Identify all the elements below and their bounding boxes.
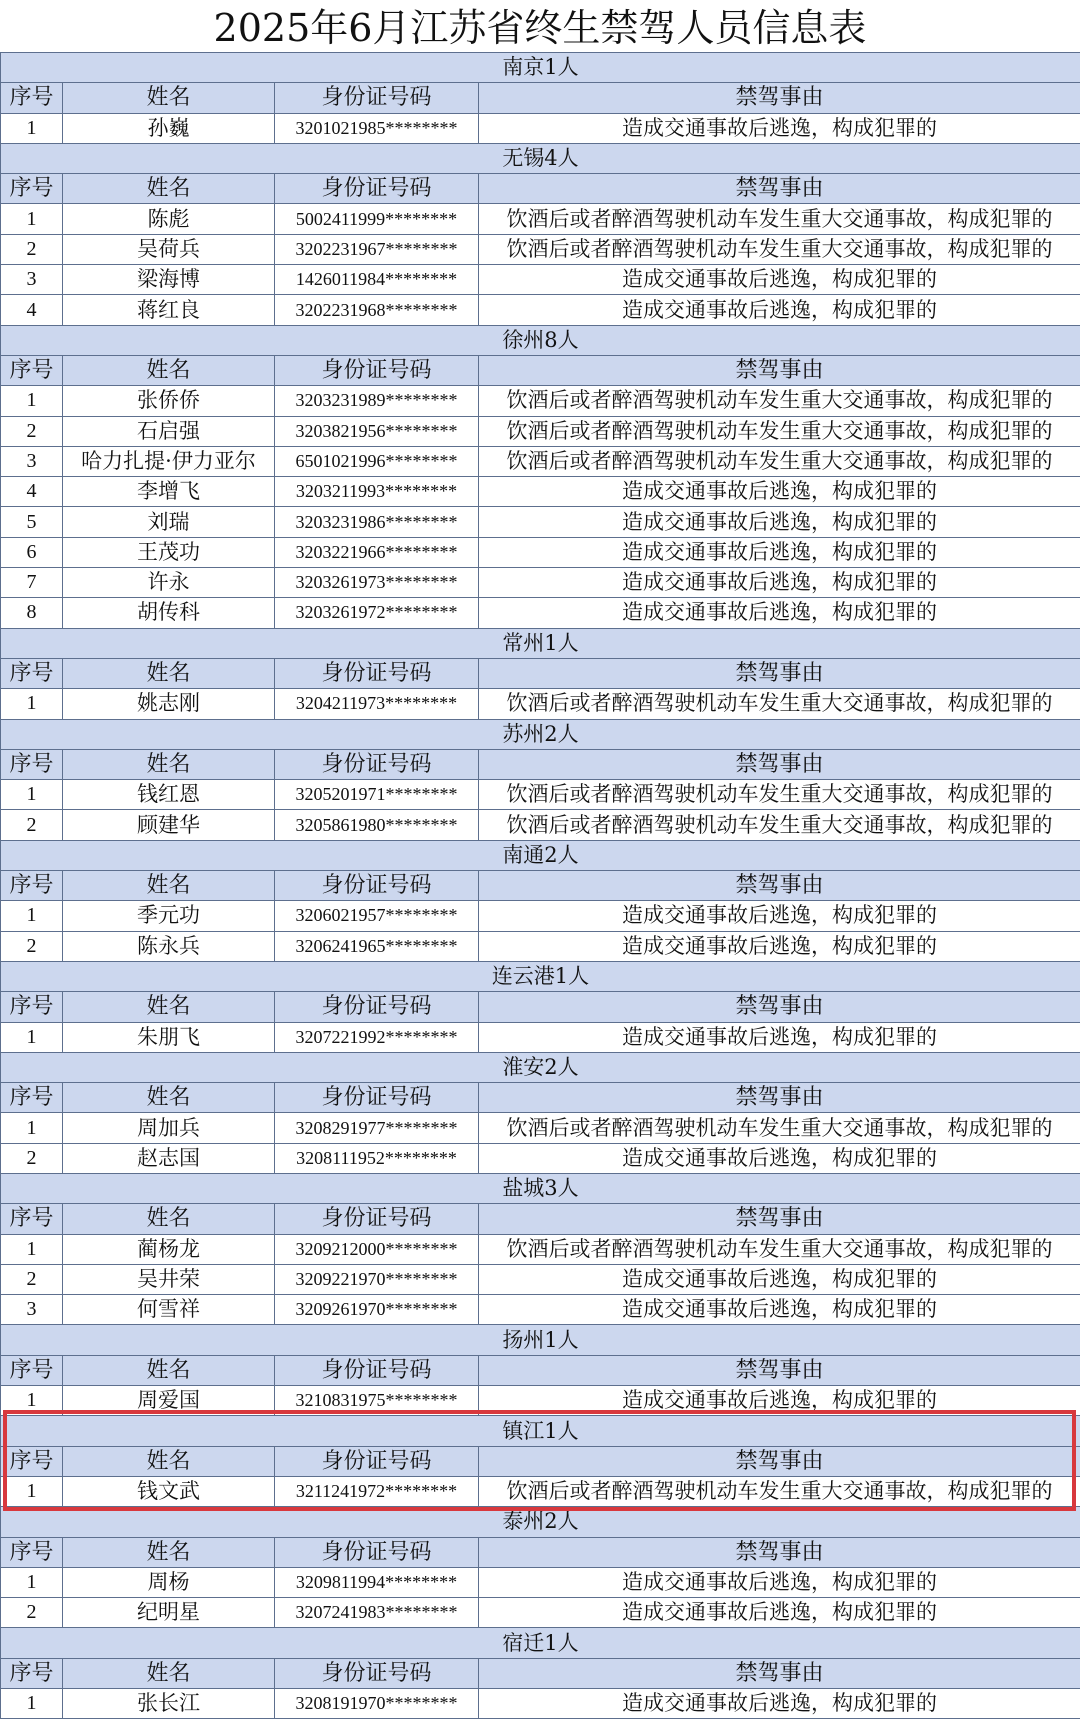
seq-cell: 4 <box>1 477 63 507</box>
id-number-header: 身份证号码 <box>275 1537 479 1567</box>
reason-cell: 造成交通事故后逃逸，构成犯罪的 <box>479 507 1080 537</box>
seq-header: 序号 <box>1 1083 63 1113</box>
region-row <box>1 1052 1080 1082</box>
name-cell: 吴荷兵 <box>63 234 275 264</box>
region-row <box>1 840 1080 870</box>
reason-header: 禁驾事由 <box>479 83 1080 113</box>
name-cell: 哈力扎提·伊力亚尔 <box>63 446 275 476</box>
name-cell: 许永 <box>63 568 275 598</box>
id-number-cell: 3203261973******** <box>275 568 479 598</box>
reason-cell: 饮酒后或者醉酒驾驶机动车发生重大交通事故，构成犯罪的 <box>479 810 1080 840</box>
seq-cell: 1 <box>1 1022 63 1052</box>
seq-cell: 8 <box>1 598 63 628</box>
seq-header: 序号 <box>1 174 63 204</box>
region-title: 盐城3人 <box>1 1173 1080 1203</box>
id-number-cell: 3203231989******** <box>275 386 479 416</box>
seq-cell: 5 <box>1 507 63 537</box>
reason-header: 禁驾事由 <box>479 658 1080 688</box>
seq-header: 序号 <box>1 1658 63 1688</box>
region-title: 无锡4人 <box>1 143 1080 173</box>
id-number-header: 身份证号码 <box>275 871 479 901</box>
region-title: 南通2人 <box>1 840 1080 870</box>
id-number-cell: 5002411999******** <box>275 204 479 234</box>
name-header: 姓名 <box>63 1537 275 1567</box>
reason-header: 禁驾事由 <box>479 992 1080 1022</box>
reason-cell: 造成交通事故后逃逸，构成犯罪的 <box>479 1264 1080 1294</box>
seq-header: 序号 <box>1 1355 63 1385</box>
reason-cell: 造成交通事故后逃逸，构成犯罪的 <box>479 1022 1080 1052</box>
name-cell: 何雪祥 <box>63 1295 275 1325</box>
name-header: 姓名 <box>63 355 275 385</box>
table-row <box>1 1234 1080 1264</box>
table-row <box>1 689 1080 719</box>
id-number-cell: 3211241972******** <box>275 1476 479 1506</box>
reason-header: 禁驾事由 <box>479 174 1080 204</box>
table-row <box>1 446 1080 476</box>
table-row <box>1 386 1080 416</box>
id-number-cell: 3207241983******** <box>275 1598 479 1628</box>
id-number-header: 身份证号码 <box>275 1446 479 1476</box>
reason-cell: 造成交通事故后逃逸，构成犯罪的 <box>479 1598 1080 1628</box>
seq-cell: 1 <box>1 1567 63 1597</box>
table-row <box>1 598 1080 628</box>
id-number-cell: 3203821956******** <box>275 416 479 446</box>
ban-table-body <box>1 53 1080 1719</box>
reason-cell: 饮酒后或者醉酒驾驶机动车发生重大交通事故，构成犯罪的 <box>479 1234 1080 1264</box>
name-cell: 陈彪 <box>63 204 275 234</box>
table-row <box>1 1295 1080 1325</box>
table-row <box>1 568 1080 598</box>
reason-header: 禁驾事由 <box>479 1658 1080 1688</box>
page-title: 2025年6月江苏省终生禁驾人员信息表 <box>213 6 867 50</box>
name-header: 姓名 <box>63 1446 275 1476</box>
name-header: 姓名 <box>63 1355 275 1385</box>
reason-cell: 造成交通事故后逃逸，构成犯罪的 <box>479 1689 1080 1719</box>
reason-cell: 饮酒后或者醉酒驾驶机动车发生重大交通事故，构成犯罪的 <box>479 780 1080 810</box>
region-row <box>1 143 1080 173</box>
region-row <box>1 719 1080 749</box>
name-cell: 张长江 <box>63 1689 275 1719</box>
table-row <box>1 416 1080 446</box>
name-cell: 纪明星 <box>63 1598 275 1628</box>
id-number-header: 身份证号码 <box>275 1204 479 1234</box>
table-row <box>1 1113 1080 1143</box>
reason-cell: 造成交通事故后逃逸，构成犯罪的 <box>479 1567 1080 1597</box>
seq-cell: 3 <box>1 446 63 476</box>
reason-cell: 饮酒后或者醉酒驾驶机动车发生重大交通事故，构成犯罪的 <box>479 234 1080 264</box>
seq-header: 序号 <box>1 1537 63 1567</box>
id-number-cell: 3203261972******** <box>275 598 479 628</box>
seq-cell: 3 <box>1 1295 63 1325</box>
reason-cell: 饮酒后或者醉酒驾驶机动车发生重大交通事故，构成犯罪的 <box>479 204 1080 234</box>
table-row <box>1 265 1080 295</box>
region-title: 宿迁1人 <box>1 1628 1080 1658</box>
seq-cell: 1 <box>1 1689 63 1719</box>
seq-cell: 1 <box>1 386 63 416</box>
column-header-row <box>1 1658 1080 1688</box>
table-row <box>1 810 1080 840</box>
table-row <box>1 537 1080 567</box>
id-number-cell: 3209221970******** <box>275 1264 479 1294</box>
id-number-header: 身份证号码 <box>275 355 479 385</box>
seq-cell: 4 <box>1 295 63 325</box>
name-header: 姓名 <box>63 83 275 113</box>
seq-header: 序号 <box>1 355 63 385</box>
name-cell: 朱朋飞 <box>63 1022 275 1052</box>
name-cell: 李增飞 <box>63 477 275 507</box>
id-number-cell: 3205861980******** <box>275 810 479 840</box>
reason-cell: 造成交通事故后逃逸，构成犯罪的 <box>479 295 1080 325</box>
id-number-header: 身份证号码 <box>275 1355 479 1385</box>
column-header-row <box>1 83 1080 113</box>
name-cell: 周加兵 <box>63 1113 275 1143</box>
table-row <box>1 780 1080 810</box>
seq-header: 序号 <box>1 749 63 779</box>
id-number-cell: 3203231986******** <box>275 507 479 537</box>
region-row <box>1 1416 1080 1446</box>
id-number-cell: 3208291977******** <box>275 1113 479 1143</box>
reason-cell: 饮酒后或者醉酒驾驶机动车发生重大交通事故，构成犯罪的 <box>479 416 1080 446</box>
id-number-cell: 3209261970******** <box>275 1295 479 1325</box>
id-number-cell: 3201021985******** <box>275 113 479 143</box>
region-title: 连云港1人 <box>1 961 1080 991</box>
region-title: 苏州2人 <box>1 719 1080 749</box>
id-number-cell: 1426011984******** <box>275 265 479 295</box>
seq-cell: 1 <box>1 689 63 719</box>
id-number-cell: 3207221992******** <box>275 1022 479 1052</box>
ban-table-container <box>0 52 1080 1719</box>
table-row <box>1 931 1080 961</box>
region-row <box>1 628 1080 658</box>
seq-cell: 2 <box>1 1598 63 1628</box>
column-header-row <box>1 1204 1080 1234</box>
name-header: 姓名 <box>63 871 275 901</box>
region-title: 徐州8人 <box>1 325 1080 355</box>
column-header-row <box>1 355 1080 385</box>
name-cell: 胡传科 <box>63 598 275 628</box>
seq-cell: 6 <box>1 537 63 567</box>
seq-header: 序号 <box>1 992 63 1022</box>
table-row <box>1 1143 1080 1173</box>
column-header-row <box>1 658 1080 688</box>
name-cell: 王茂功 <box>63 537 275 567</box>
table-row <box>1 295 1080 325</box>
reason-cell: 饮酒后或者醉酒驾驶机动车发生重大交通事故，构成犯罪的 <box>479 1476 1080 1506</box>
id-number-cell: 3205201971******** <box>275 780 479 810</box>
name-cell: 孙巍 <box>63 113 275 143</box>
region-row <box>1 1325 1080 1355</box>
region-row <box>1 1507 1080 1537</box>
reason-cell: 饮酒后或者醉酒驾驶机动车发生重大交通事故，构成犯罪的 <box>479 689 1080 719</box>
column-header-row <box>1 1446 1080 1476</box>
id-number-cell: 3203211993******** <box>275 477 479 507</box>
id-number-cell: 6501021996******** <box>275 446 479 476</box>
reason-header: 禁驾事由 <box>479 1083 1080 1113</box>
column-header-row <box>1 174 1080 204</box>
id-number-cell: 3203221966******** <box>275 537 479 567</box>
reason-cell: 造成交通事故后逃逸，构成犯罪的 <box>479 265 1080 295</box>
region-title: 常州1人 <box>1 628 1080 658</box>
table-row <box>1 113 1080 143</box>
name-cell: 季元功 <box>63 901 275 931</box>
reason-header: 禁驾事由 <box>479 871 1080 901</box>
reason-cell: 造成交通事故后逃逸，构成犯罪的 <box>479 931 1080 961</box>
reason-header: 禁驾事由 <box>479 1204 1080 1234</box>
id-number-cell: 3204211973******** <box>275 689 479 719</box>
id-number-cell: 3202231968******** <box>275 295 479 325</box>
ban-table <box>0 52 1080 1719</box>
name-cell: 石启强 <box>63 416 275 446</box>
table-row <box>1 1476 1080 1506</box>
name-cell: 顾建华 <box>63 810 275 840</box>
column-header-row <box>1 1083 1080 1113</box>
seq-cell: 2 <box>1 416 63 446</box>
seq-cell: 1 <box>1 1386 63 1416</box>
region-row <box>1 1173 1080 1203</box>
table-row <box>1 204 1080 234</box>
name-cell: 刘瑞 <box>63 507 275 537</box>
seq-header: 序号 <box>1 1204 63 1234</box>
table-row <box>1 1567 1080 1597</box>
reason-cell: 造成交通事故后逃逸，构成犯罪的 <box>479 113 1080 143</box>
seq-header: 序号 <box>1 1446 63 1476</box>
reason-header: 禁驾事由 <box>479 749 1080 779</box>
table-row <box>1 1022 1080 1052</box>
id-number-cell: 3210831975******** <box>275 1386 479 1416</box>
id-number-header: 身份证号码 <box>275 83 479 113</box>
id-number-cell: 3209212000******** <box>275 1234 479 1264</box>
reason-cell: 造成交通事故后逃逸，构成犯罪的 <box>479 598 1080 628</box>
reason-cell: 造成交通事故后逃逸，构成犯罪的 <box>479 901 1080 931</box>
seq-cell: 1 <box>1 1476 63 1506</box>
reason-cell: 造成交通事故后逃逸，构成犯罪的 <box>479 1295 1080 1325</box>
region-title: 南京1人 <box>1 53 1080 83</box>
name-cell: 梁海博 <box>63 265 275 295</box>
seq-header: 序号 <box>1 871 63 901</box>
reason-cell: 饮酒后或者醉酒驾驶机动车发生重大交通事故，构成犯罪的 <box>479 1113 1080 1143</box>
id-number-cell: 3206241965******** <box>275 931 479 961</box>
reason-header: 禁驾事由 <box>479 1537 1080 1567</box>
name-cell: 姚志刚 <box>63 689 275 719</box>
column-header-row <box>1 1355 1080 1385</box>
id-number-header: 身份证号码 <box>275 749 479 779</box>
name-header: 姓名 <box>63 1658 275 1688</box>
seq-cell: 1 <box>1 113 63 143</box>
region-row <box>1 325 1080 355</box>
id-number-cell: 3209811994******** <box>275 1567 479 1597</box>
table-row <box>1 901 1080 931</box>
region-row <box>1 961 1080 991</box>
seq-cell: 3 <box>1 265 63 295</box>
region-row <box>1 53 1080 83</box>
id-number-header: 身份证号码 <box>275 1083 479 1113</box>
table-row <box>1 477 1080 507</box>
name-cell: 陈永兵 <box>63 931 275 961</box>
id-number-cell: 3208191970******** <box>275 1689 479 1719</box>
region-title: 泰州2人 <box>1 1507 1080 1537</box>
column-header-row <box>1 992 1080 1022</box>
seq-cell: 2 <box>1 931 63 961</box>
id-number-cell: 3202231967******** <box>275 234 479 264</box>
name-cell: 吴井荣 <box>63 1264 275 1294</box>
name-header: 姓名 <box>63 992 275 1022</box>
name-cell: 钱红恩 <box>63 780 275 810</box>
name-cell: 张侨侨 <box>63 386 275 416</box>
region-title: 扬州1人 <box>1 1325 1080 1355</box>
name-cell: 钱文武 <box>63 1476 275 1506</box>
reason-header: 禁驾事由 <box>479 1355 1080 1385</box>
seq-cell: 2 <box>1 810 63 840</box>
reason-cell: 造成交通事故后逃逸，构成犯罪的 <box>479 568 1080 598</box>
region-title: 镇江1人 <box>1 1416 1080 1446</box>
name-cell: 周杨 <box>63 1567 275 1597</box>
reason-header: 禁驾事由 <box>479 1446 1080 1476</box>
name-header: 姓名 <box>63 658 275 688</box>
seq-cell: 1 <box>1 780 63 810</box>
table-row <box>1 1264 1080 1294</box>
seq-cell: 7 <box>1 568 63 598</box>
table-row <box>1 234 1080 264</box>
name-cell: 赵志国 <box>63 1143 275 1173</box>
reason-cell: 造成交通事故后逃逸，构成犯罪的 <box>479 1386 1080 1416</box>
name-cell: 蔺杨龙 <box>63 1234 275 1264</box>
reason-cell: 饮酒后或者醉酒驾驶机动车发生重大交通事故，构成犯罪的 <box>479 386 1080 416</box>
table-row <box>1 1689 1080 1719</box>
id-number-header: 身份证号码 <box>275 174 479 204</box>
seq-cell: 1 <box>1 901 63 931</box>
column-header-row <box>1 871 1080 901</box>
reason-cell: 造成交通事故后逃逸，构成犯罪的 <box>479 1143 1080 1173</box>
id-number-cell: 3206021957******** <box>275 901 479 931</box>
column-header-row <box>1 1537 1080 1567</box>
id-number-header: 身份证号码 <box>275 1658 479 1688</box>
id-number-header: 身份证号码 <box>275 658 479 688</box>
reason-cell: 造成交通事故后逃逸，构成犯罪的 <box>479 477 1080 507</box>
seq-header: 序号 <box>1 658 63 688</box>
name-cell: 蒋红良 <box>63 295 275 325</box>
column-header-row <box>1 749 1080 779</box>
table-row <box>1 507 1080 537</box>
seq-cell: 1 <box>1 1234 63 1264</box>
table-row <box>1 1386 1080 1416</box>
name-header: 姓名 <box>63 174 275 204</box>
name-cell: 周爱国 <box>63 1386 275 1416</box>
id-number-cell: 3208111952******** <box>275 1143 479 1173</box>
seq-cell: 1 <box>1 204 63 234</box>
seq-header: 序号 <box>1 83 63 113</box>
name-header: 姓名 <box>63 1204 275 1234</box>
seq-cell: 1 <box>1 1113 63 1143</box>
name-header: 姓名 <box>63 749 275 779</box>
seq-cell: 2 <box>1 1264 63 1294</box>
name-header: 姓名 <box>63 1083 275 1113</box>
seq-cell: 2 <box>1 234 63 264</box>
table-row <box>1 1598 1080 1628</box>
reason-cell: 饮酒后或者醉酒驾驶机动车发生重大交通事故，构成犯罪的 <box>479 446 1080 476</box>
reason-header: 禁驾事由 <box>479 355 1080 385</box>
id-number-header: 身份证号码 <box>275 992 479 1022</box>
region-title: 淮安2人 <box>1 1052 1080 1082</box>
reason-cell: 造成交通事故后逃逸，构成犯罪的 <box>479 537 1080 567</box>
region-row <box>1 1628 1080 1658</box>
seq-cell: 2 <box>1 1143 63 1173</box>
